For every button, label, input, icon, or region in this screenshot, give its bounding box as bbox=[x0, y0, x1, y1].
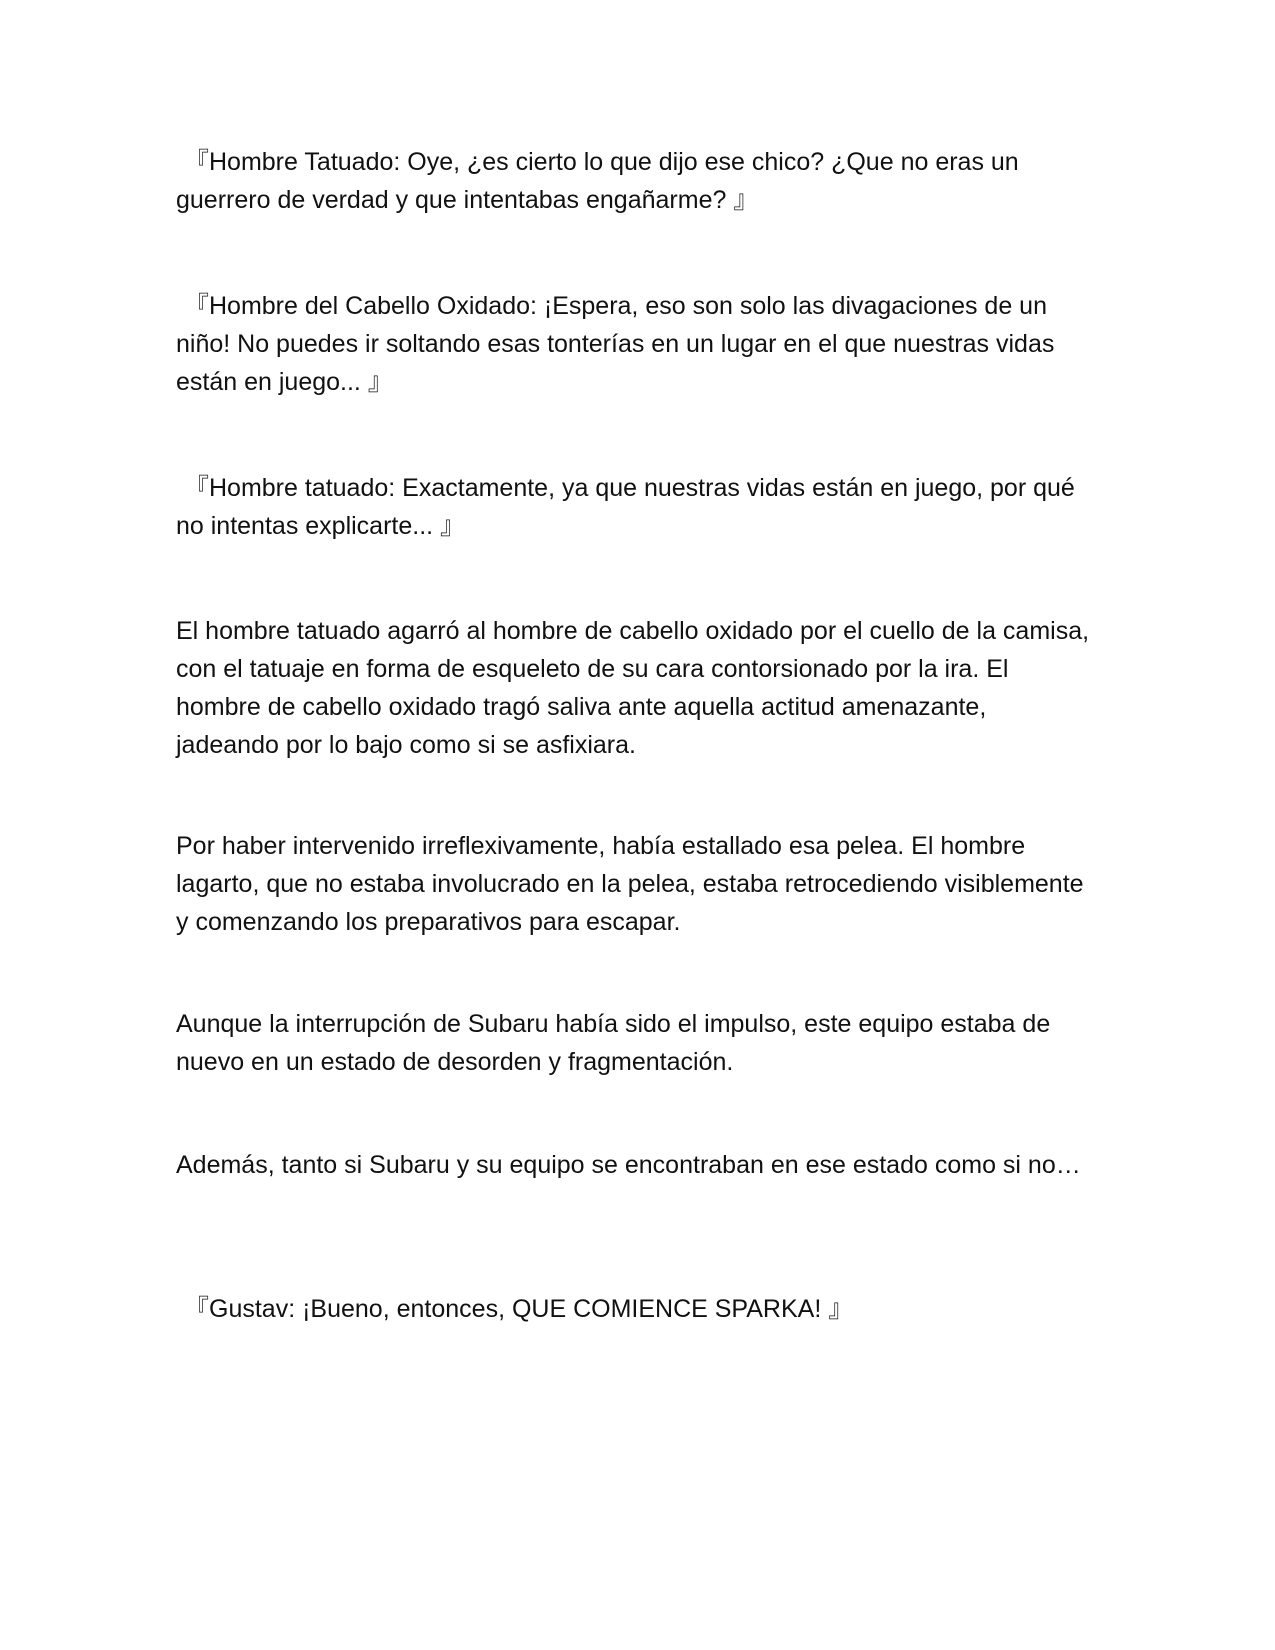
dialogue-tattooed-man-2: 『Hombre tatuado: Exactamente, ya que nuestras vidas están en juego, por qué no intentas explicarte... 』 bbox=[176, 474, 1075, 540]
narration-paragraph-4: Además, tanto si Subaru y su equipo se encontraban en ese estado como si no… bbox=[176, 1151, 1081, 1179]
narration-paragraph-1: El hombre tatuado agarró al hombre de cabello oxidado por el cuello de la camisa, con el tatuaje en forma de esqueleto de su cara contorsionado por la ira. El hombre de cabello oxidado tragó saliva ante aquella actitud amenazante, jadeando por lo bajo como si se asfixiara. bbox=[176, 617, 1090, 759]
dialogue-tattooed-man-1: 『Hombre Tatuado: Oye, ¿es cierto lo que dijo ese chico? ¿Que no eras un guerrero de verdad y que intentabas engañarme? 』 bbox=[176, 148, 1019, 214]
dialogue-rusty-haired-man: 『Hombre del Cabello Oxidado: ¡Espera, eso son solo las divagaciones de un niño! No puedes ir soltando esas tonterías en un lugar en el que nuestras vidas están en juego... 』 bbox=[176, 292, 1055, 396]
narration-paragraph-3: Aunque la interrupción de Subaru había sido el impulso, este equipo estaba de nuevo en un estado de desorden y fragmentación. bbox=[176, 1010, 1051, 1076]
dialogue-gustav: 『Gustav: ¡Bueno, entonces, QUE COMIENCE SPARKA! 』 bbox=[184, 1295, 854, 1323]
narration-paragraph-2: Por haber intervenido irreflexivamente, había estallado esa pelea. El hombre lagarto, que no estaba involucrado en la pelea, estaba retrocediendo visiblemente y comenzando los preparativos para escapar. bbox=[176, 832, 1084, 936]
